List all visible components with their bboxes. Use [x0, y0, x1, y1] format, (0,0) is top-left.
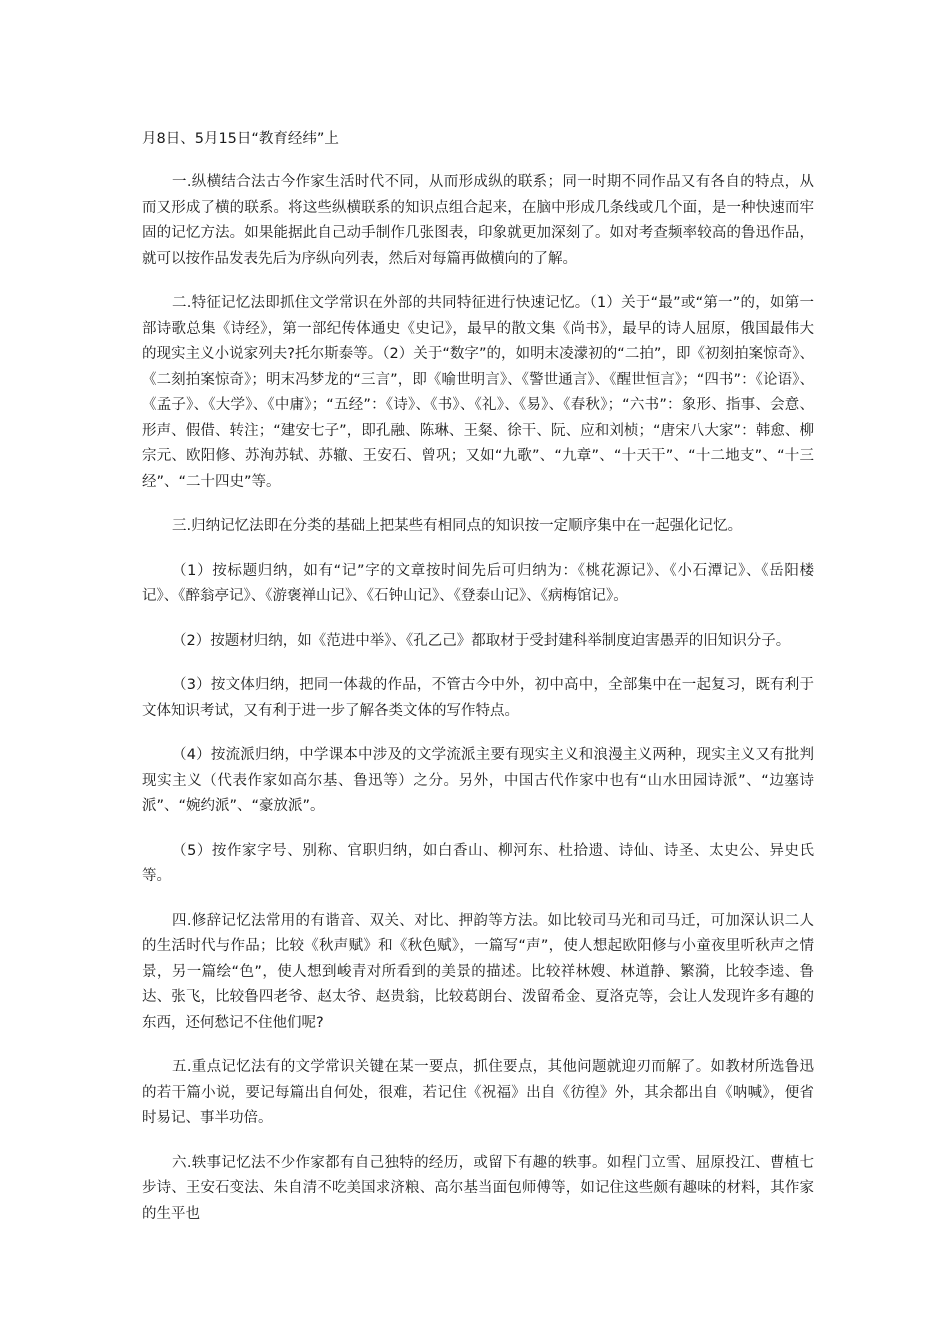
document-heading: 月8日、5月15日“教育经纬”上: [142, 131, 339, 147]
paragraph-anecdote-memory-method: 六.轶事记忆法不少作家都有自己独特的经历，或留下有趣的轶事。如程门立雪、屈原投江、曹植七步诗、王安石变法、朱自清不吃美国求济粮、高尔基当面包师傅等，如记住这些颇有趣味的材料，其作家的生平也: [142, 1154, 814, 1222]
paragraph-by-genre: （3）按文体归纳，把同一体裁的作品，不管古今中外，初中高中，全部集中在一起复习，既有利于文体知识考试，又有利于进一步了解各类文体的写作特点。: [142, 677, 814, 719]
document-body: [142, 128, 814, 1246]
paragraph-by-title: （1）按标题归纳，如有“记”字的文章按时间先后可归纳为：《桃花源记》、《小石潭记》、《岳阳楼记》、《醉翁亭记》、《游褒禅山记》、《石钟山记》、《登泰山记》、《病梅馆记》。: [142, 562, 814, 604]
paragraph-by-alias: （5）按作家字号、别称、官职归纳，如白香山、柳河东、杜拾遗、诗仙、诗圣、太史公、异史氏等。: [142, 842, 814, 884]
paragraph-feature-memory-method: 二.特征记忆法即抓住文学常识在外部的共同特征进行快速记忆。（1）关于“最”或“第一”的，如第一部诗歌总集《诗经》，第一部纪传体通史《史记》，最早的散文集《尚书》，最早的诗人屈原，俄国最伟大的现实主义小说家列夫?托尔斯泰等。（2）关于“数字”的，如明末凌濛初的“二拍”，即《初刻拍案惊奇》、《二刻拍案惊奇》；明末冯梦龙的“三言”，即《喻世明言》、《警世通言》、《醒世恒言》；“四书”：《论语》、《孟子》、《大学》、《中庸》；“五经”：《诗》、《书》、《礼》、《易》、《春秋》；“六书”：象形、指事、会意、形声、假借、转注；“建安七子”，即孔融、陈琳、王粲、徐干、阮、应和刘桢；“唐宋八大家”：韩愈、柳宗元、欧阳修、苏洵苏轼、苏辙、王安石、曾巩；又如“九歌”、“九章”、“十天干”、“十二地支”、“十三经”、“二十四史”等。: [142, 295, 814, 490]
paragraph-induction-memory-method: 三.归纳记忆法即在分类的基础上把某些有相同点的知识按一定顺序集中在一起强化记忆。: [172, 518, 743, 534]
paragraph-vertical-horizontal-method: 一.纵横结合法古今作家生活时代不同，从而形成纵的联系；同一时期不同作品又有各自的特点，从而又形成了横的联系。将这些纵横联系的知识点组合起来，在脑中形成几条线或几个面，是一种快速而牢固的记忆方法。如果能据此自己动手制作几张图表，印象就更加深刻了。如对考查频率较高的鲁迅作品，就可以按作品发表先后为序纵向列表，然后对每篇再做横向的了解。: [142, 174, 814, 267]
paragraph-by-school: （4）按流派归纳，中学课本中涉及的文学流派主要有现实主义和浪漫主义两种，现实主义又有批判现实主义（代表作家如高尔基、鲁迅等）之分。另外，中国古代作家中也有“山水田园诗派”、“边塞诗派”、“婉约派”、“豪放派”。: [142, 747, 814, 814]
paragraph-key-point-memory-method: 五.重点记忆法有的文学常识关键在某一要点，抓住要点，其他问题就迎刃而解了。如教材所选鲁迅的若干篇小说，要记每篇出自何处，很难，若记住《祝福》出自《彷徨》外，其余都出自《呐喊》，便省时易记、事半功倍。: [142, 1059, 814, 1126]
paragraph-rhetoric-memory-method: 四.修辞记忆法常用的有谐音、双关、对比、押韵等方法。如比较司马光和司马迁，可加深认识二人的生活时代与作品；比较《秋声赋》和《秋色赋》，一篇写“声”，使人想起欧阳修与小童夜里听秋声之情景，另一篇绘“色”，使人想到峻青对所看到的美景的描述。比较祥林嫂、林道静、繁漪，比较李逵、鲁达、张飞，比较鲁四老爷、赵太爷、赵贵翁，比较葛朗台、泼留希金、夏洛克等，会让人发现许多有趣的东西，还何愁记不住他们呢?: [142, 912, 814, 1031]
paragraph-by-subject: （2）按题材归纳，如《范进中举》、《孔乙己》都取材于受封建科举制度迫害愚弄的旧知识分子。: [172, 632, 791, 649]
